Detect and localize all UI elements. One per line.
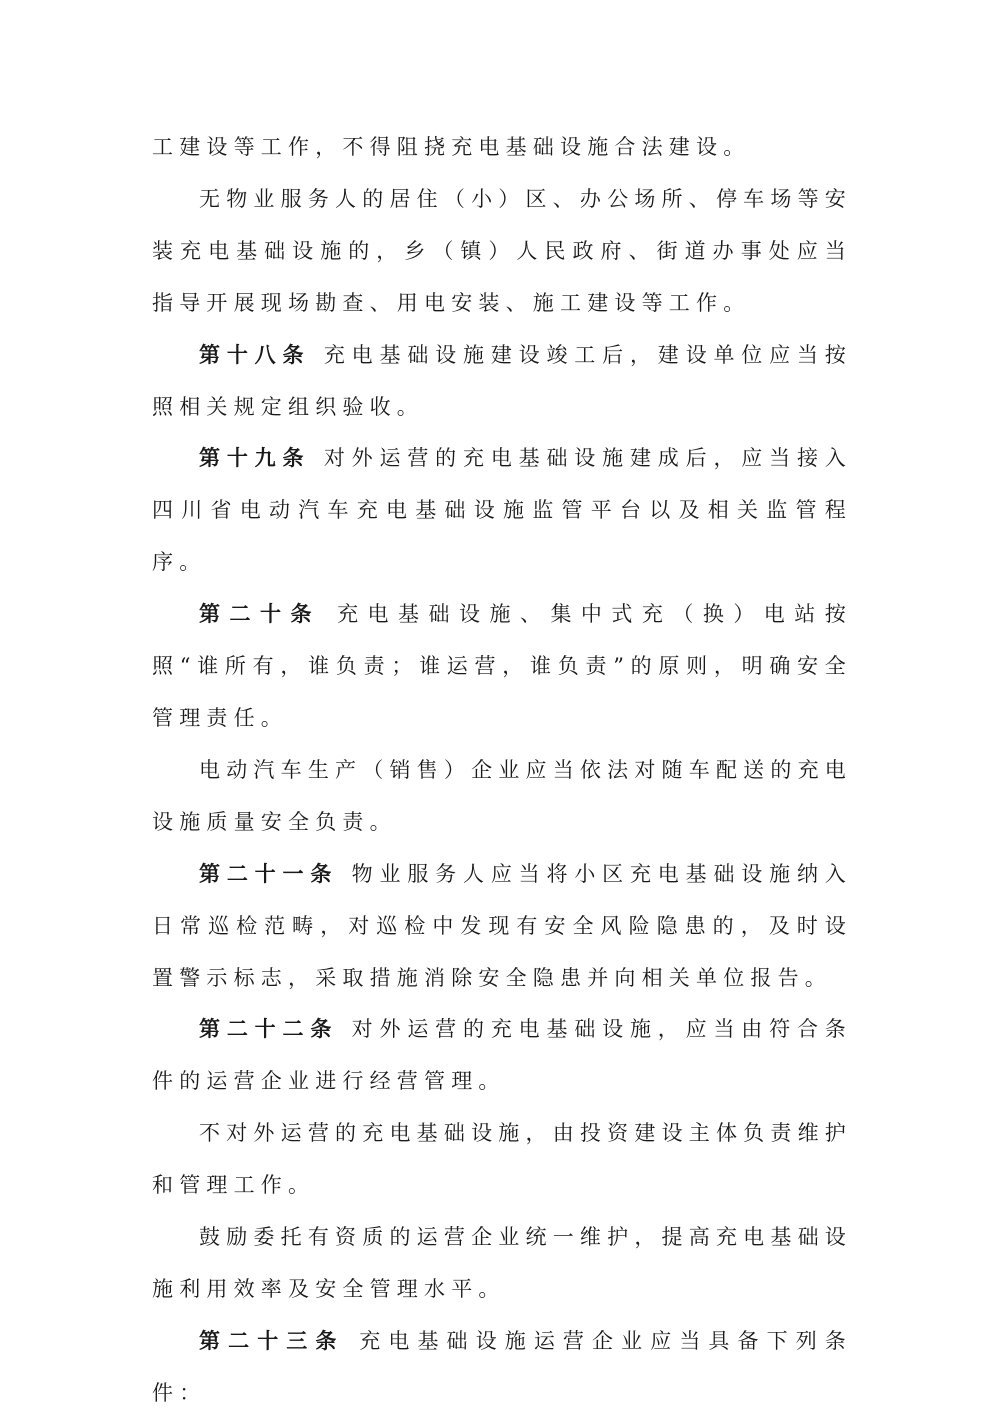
article-text: 对外运营的充电基础设施建成后，应当接入四川省电动汽车充电基础设施监管平台以及相关监管程序。 [152,446,852,575]
paragraph-text: 无物业服务人的居住（小）区、办公场所、停车场等安装充电基础设施的，乡（镇）人民政府、街道办事处应当指导开展现场勘查、用电安装、施工建设等工作。 [152,186,852,315]
paragraph-text: 不对外运营的充电基础设施，由投资建设主体负责维护和管理工作。 [152,1121,852,1198]
article-text: 充电基础设施建设竣工后，建设单位应当按照相关规定组织验收。 [152,342,852,419]
paragraph-encourage-delegation [152,1212,852,1316]
article-number: 第二十三条 [199,1328,345,1353]
paragraph-continuation [152,122,852,174]
paragraph-text: 鼓励委托有资质的运营企业统一维护，提高充电基础设施利用效率及安全管理水平。 [152,1225,852,1301]
article-text: 对外运营的充电基础设施，应当由符合条件的运营企业进行经营管理。 [152,1017,852,1094]
paragraph-text: 电动汽车生产（销售）企业应当依法对随车配送的充电设施质量安全负责。 [152,757,852,834]
article-19 [152,433,852,589]
article-20 [152,589,852,745]
paragraph-text: 工建设等工作，不得阻挠充电基础设施合法建设。 [152,135,751,159]
article-22 [152,1004,852,1108]
article-text: 物业服务人应当将小区充电基础设施纳入日常巡检范畴，对巡检中发现有安全风险隐患的，及时设置警示标志，采取措施消除安全隐患并向相关单位报告。 [152,861,852,990]
article-number: 第十九条 [199,446,311,471]
paragraph-non-public-facilities [152,1108,852,1212]
article-number: 第十八条 [199,342,311,367]
article-23 [152,1316,852,1420]
article-text: 充电基础设施运营企业应当具备下列条件： [152,1328,852,1405]
article-text: 充电基础设施、集中式充（换）电站按照“谁所有，谁负责；谁运营，谁负责”的原则，明确安全管理责任。 [152,602,852,730]
article-number: 第二十一条 [199,861,339,886]
paragraph-no-property-management [152,174,852,330]
paragraph-vehicle-manufacturer [152,745,852,849]
article-number: 第二十二条 [199,1017,339,1042]
article-21 [152,849,852,1005]
article-number: 第二十条 [199,602,321,627]
article-18 [152,330,852,434]
document-body [152,122,852,1420]
